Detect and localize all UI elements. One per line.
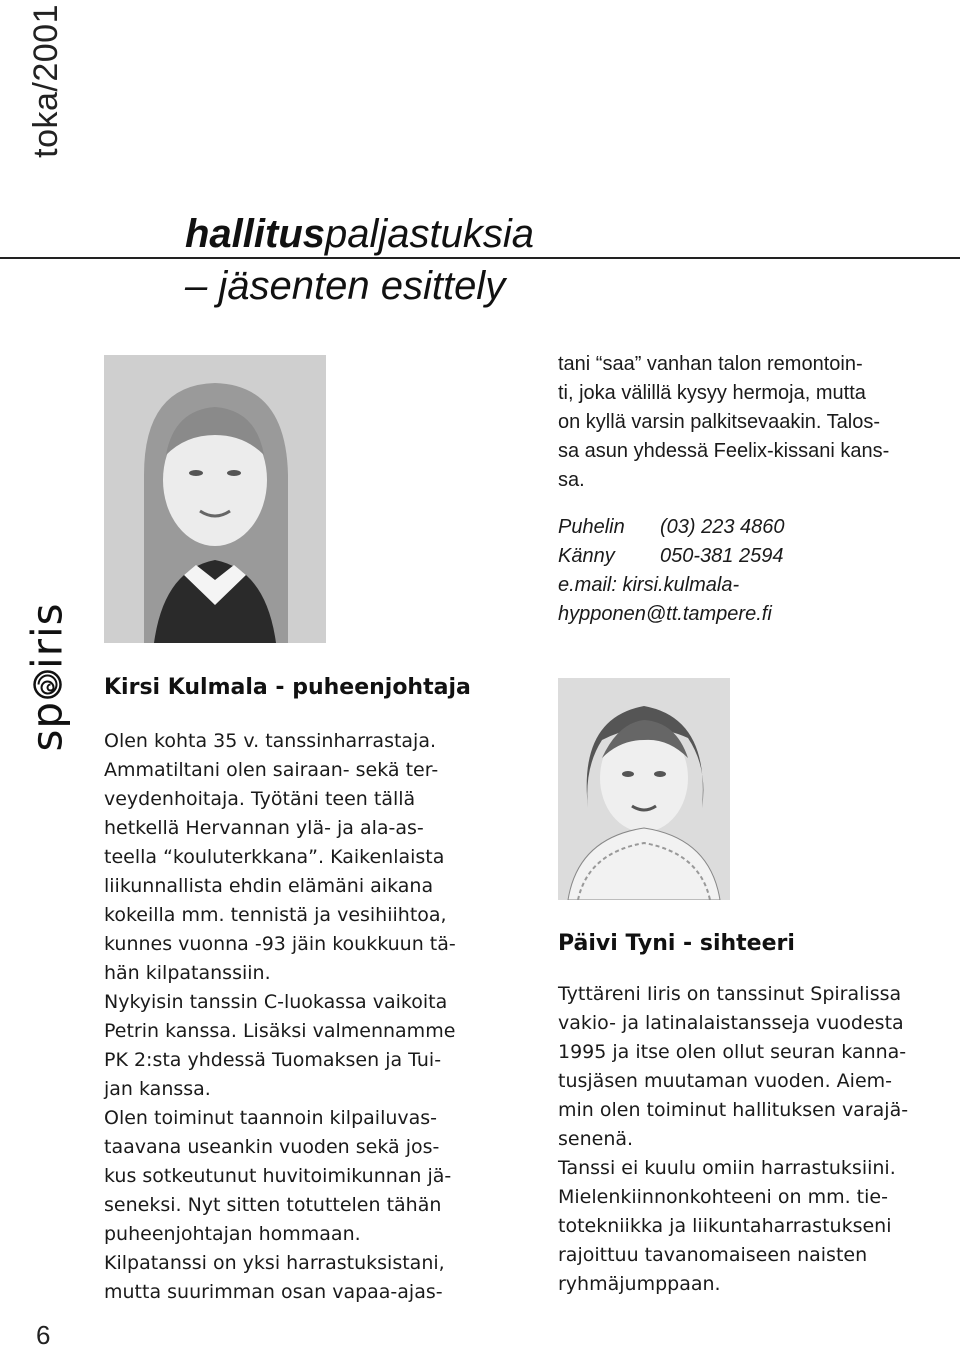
bio-line: Tyttäreni Iiris on tanssinut Spiralissa <box>558 983 902 1005</box>
bio-line: Ammatiltani olen sairaan- sekä ter- <box>104 759 439 781</box>
mobile-row <box>558 542 958 571</box>
bio-line: sa asun yhdessä Feelix-kissani kans- <box>558 440 890 462</box>
bio-line: totekniikka ja liikuntaharrastukseni <box>558 1215 892 1237</box>
logo-text-start: sp <box>23 700 73 752</box>
issue-text: toka/2001 <box>27 4 65 158</box>
bio-line: rajoittuu tavanomaiseen naisten <box>558 1244 868 1266</box>
phone-row <box>558 513 958 542</box>
bio-line: jan kanssa. <box>104 1078 211 1100</box>
portrait-photo-paivi <box>558 678 730 900</box>
mobile-label: Känny <box>558 545 615 567</box>
bio-line: Olen kohta 35 v. tanssinharrastaja. <box>104 730 437 752</box>
bio-line: senenä. <box>558 1128 634 1150</box>
bio-line: 1995 ja itse olen ollut seuran kanna- <box>558 1041 907 1063</box>
bio-line: kus sotkeutunut huvitoimikunnan jä- <box>104 1165 452 1187</box>
page-title <box>185 208 534 312</box>
bio-line: mutta suurimman osan vapaa-ajas- <box>104 1281 443 1303</box>
bio-line: kokeilla mm. tennistä ja vesihiihtoa, <box>104 904 447 926</box>
email-line: hypponen@tt.tampere.fi <box>558 603 772 625</box>
title-bold: hallitus <box>185 212 326 256</box>
spiral-icon <box>33 670 63 700</box>
title-subtitle: – jäsenten esittely <box>185 264 506 308</box>
bio-line: on kyllä varsin palkitsevaakin. Talos- <box>558 411 881 433</box>
bio-line: min olen toiminut hallituksen varajä- <box>558 1099 909 1121</box>
bio-line: Mielenkiinnonkohteeni on mm. tie- <box>558 1186 888 1208</box>
bio-line: liikunnallista ehdin elämäni aikana <box>104 875 434 897</box>
issue-label <box>14 4 78 164</box>
bio-line: ti, joka välillä kysyy hermoja, mutta <box>558 382 866 404</box>
member-name-paivi: Päivi Tyni - sihteeri <box>558 931 795 956</box>
bio-line: hetkellä Hervannan ylä- ja ala-as- <box>104 817 424 839</box>
bio-line: ryhmäjumppaan. <box>558 1273 721 1295</box>
bio-line: seneksi. Nyt sitten totuttelen tähän <box>104 1194 442 1216</box>
bio-line: vakio- ja latinalaistansseja vuodesta <box>558 1012 904 1034</box>
bio-line: hän kilpatanssiin. <box>104 962 271 984</box>
phone-number: (03) 223 4860 <box>660 516 785 538</box>
mobile-number: 050-381 2594 <box>660 545 784 567</box>
member-name-kirsi: Kirsi Kulmala - puheenjohtaja <box>104 675 471 700</box>
kirsi-contact-info <box>558 513 958 629</box>
spiralis-logo <box>18 594 78 760</box>
portrait-photo-kirsi <box>104 355 326 643</box>
bio-line: Petrin kanssa. Lisäksi valmennamme <box>104 1020 456 1042</box>
bio-line: tani “saa” vanhan talon remontoin- <box>558 353 863 375</box>
phone-label: Puhelin <box>558 516 625 538</box>
page-number: 6 <box>36 1320 51 1350</box>
bio-line: taavana useankin vuoden sekä jos- <box>104 1136 440 1158</box>
logo-text-end: iris <box>23 602 73 669</box>
bio-line: tusjäsen muutaman vuoden. Aiem- <box>558 1070 893 1092</box>
bio-line: teella “kouluterkkana”. Kaikenlaista <box>104 846 445 868</box>
bio-line: kunnes vuonna -93 jäin koukkuun tä- <box>104 933 456 955</box>
bio-line: Kilpatanssi on yksi harrastuksistani, <box>104 1252 445 1274</box>
bio-line: sa. <box>558 469 585 491</box>
title-rest: paljastuksia <box>325 212 535 256</box>
bio-line: Tanssi ei kuulu omiin harrastuksiini. <box>558 1157 896 1179</box>
kirsi-bio <box>104 727 504 1307</box>
bio-line: Nykyisin tanssin C-luokassa vaikoita <box>104 991 448 1013</box>
bio-line: Olen toiminut taannoin kilpailuvas- <box>104 1107 438 1129</box>
bio-line: puheenjohtajan hommaan. <box>104 1223 361 1245</box>
kirsi-bio-continued <box>558 350 958 495</box>
email-line: e.mail: kirsi.kulmala- <box>558 574 740 596</box>
bio-line: PK 2:sta yhdessä Tuomaksen ja Tui- <box>104 1049 442 1071</box>
bio-line: veydenhoitaja. Työtäni teen tällä <box>104 788 416 810</box>
paivi-bio <box>558 980 958 1299</box>
